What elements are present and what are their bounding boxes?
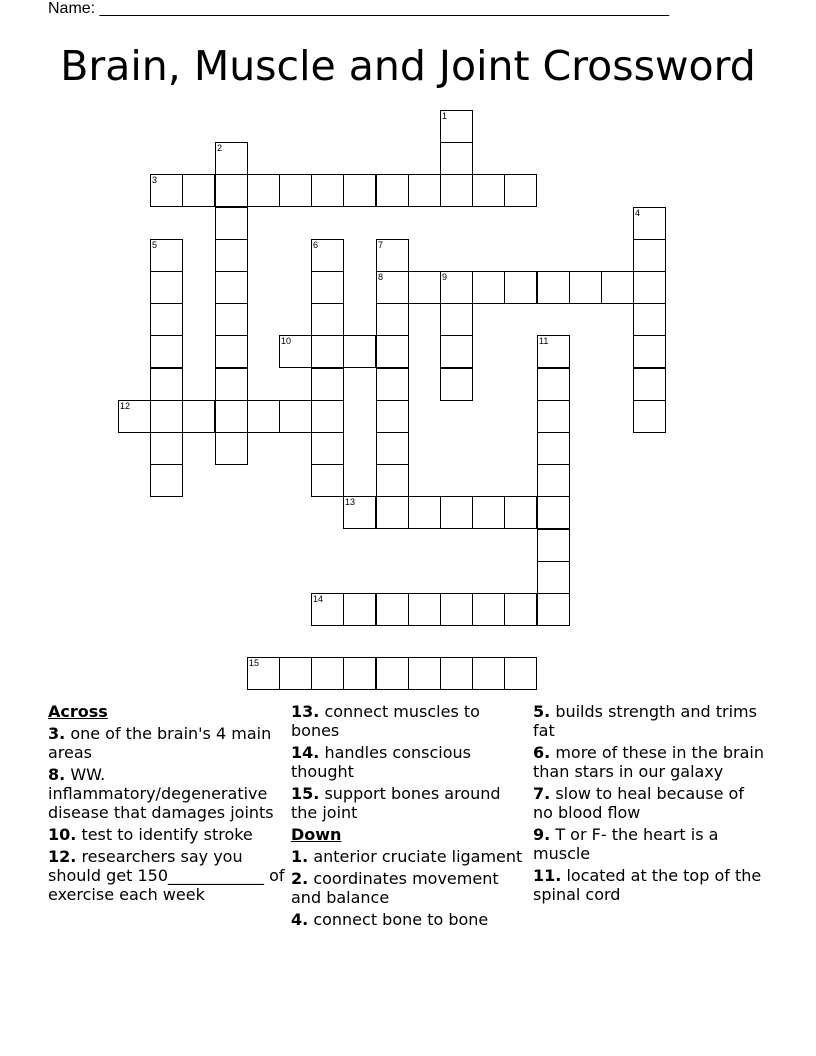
crossword-cell[interactable] [537, 271, 570, 304]
crossword-cell[interactable] [150, 368, 183, 401]
crossword-cell[interactable] [537, 400, 570, 433]
clue-across-12: 12. researchers say you should get 150____________ of exercise each week [48, 847, 285, 904]
crossword-cell[interactable] [440, 368, 473, 401]
crossword-cell[interactable] [150, 174, 183, 207]
crossword-cell[interactable] [215, 368, 248, 401]
clue-across-8: 8. WW. inflammatory/degenerative disease that damages joints [48, 765, 274, 822]
crossword-cell[interactable] [537, 496, 570, 529]
cell-number: 5 [152, 240, 158, 250]
across-heading: Across [48, 702, 108, 721]
crossword-cell[interactable] [440, 496, 473, 529]
cell-number: 15 [249, 658, 260, 668]
crossword-cell[interactable] [376, 496, 409, 529]
clue-across-14: 14. handles conscious thought [291, 743, 471, 781]
page-title: Brain, Muscle and Joint Crossword [60, 42, 756, 90]
crossword-cell[interactable] [537, 464, 570, 497]
crossword-cell[interactable] [601, 271, 634, 304]
cell-number: 6 [313, 240, 319, 250]
crossword-cell[interactable] [118, 400, 151, 433]
crossword-cell[interactable] [537, 529, 570, 562]
crossword-cell[interactable] [311, 303, 344, 336]
crossword-cell[interactable] [633, 335, 666, 368]
down-heading: Down [291, 825, 342, 844]
crossword-cell[interactable] [343, 174, 376, 207]
clue-down-6: 6. more of these in the brain than stars in our galaxy [533, 743, 765, 781]
clue-across-15: 15. support bones around the joint [291, 784, 501, 822]
crossword-cell[interactable] [633, 368, 666, 401]
crossword-cell[interactable] [472, 593, 505, 626]
crossword-cell[interactable] [311, 657, 344, 690]
crossword-cell[interactable] [311, 271, 344, 304]
crossword-cell[interactable] [376, 432, 409, 465]
crossword-cell[interactable] [537, 335, 570, 368]
crossword-cell[interactable] [182, 174, 215, 207]
crossword-cell[interactable] [440, 271, 473, 304]
crossword-cell[interactable] [376, 239, 409, 272]
crossword-cell[interactable] [472, 496, 505, 529]
crossword-cell[interactable] [182, 400, 215, 433]
crossword-cell[interactable] [343, 335, 376, 368]
clue-down-7: 7. slow to heal because of no blood flow [533, 784, 744, 822]
crossword-cell[interactable] [376, 335, 409, 368]
crossword-cell[interactable] [279, 335, 312, 368]
crossword-cell[interactable] [150, 271, 183, 304]
crossword-cell[interactable] [376, 593, 409, 626]
cell-number: 7 [378, 240, 384, 250]
cell-number: 13 [345, 497, 356, 507]
name-field-label: Name: ________________________________________________________________ [48, 0, 670, 17]
crossword-cell[interactable] [311, 335, 344, 368]
crossword-cell[interactable] [472, 271, 505, 304]
clues-column-2 [291, 702, 523, 932]
crossword-cell[interactable] [311, 368, 344, 401]
crossword-cell[interactable] [504, 174, 537, 207]
crossword-cell[interactable] [440, 303, 473, 336]
cell-number: 2 [217, 143, 223, 153]
crossword-cell[interactable] [440, 335, 473, 368]
crossword-cell[interactable] [569, 271, 602, 304]
crossword-cell[interactable] [150, 303, 183, 336]
clue-down-5: 5. builds strength and trims fat [533, 702, 757, 740]
crossword-cell[interactable] [633, 239, 666, 272]
crossword-cell[interactable] [472, 174, 505, 207]
crossword-cell[interactable] [408, 174, 441, 207]
cell-number: 12 [120, 401, 131, 411]
crossword-cell[interactable] [311, 400, 344, 433]
crossword-cell[interactable] [537, 593, 570, 626]
crossword-cell[interactable] [150, 432, 183, 465]
clues-column-1 [48, 702, 288, 907]
crossword-cell[interactable] [440, 110, 473, 143]
crossword-cell[interactable] [537, 432, 570, 465]
crossword-cell[interactable] [504, 593, 537, 626]
clue-down-2: 2. coordinates movement and balance [291, 869, 499, 907]
clue-across-13: 13. connect muscles to bones [291, 702, 480, 740]
cell-number: 11 [539, 336, 549, 346]
crossword-cell[interactable] [440, 593, 473, 626]
crossword-cell[interactable] [150, 239, 183, 272]
clue-across-3: 3. one of the brain's 4 main areas [48, 724, 272, 762]
cell-number: 1 [442, 111, 448, 121]
crossword-cell[interactable] [472, 657, 505, 690]
crossword-cell[interactable] [215, 303, 248, 336]
crossword-cell[interactable] [376, 303, 409, 336]
crossword-cell[interactable] [633, 271, 666, 304]
clue-across-10: 10. test to identify stroke [48, 825, 253, 844]
crossword-cell[interactable] [343, 496, 376, 529]
crossword-cell[interactable] [504, 657, 537, 690]
crossword-cell[interactable] [247, 400, 280, 433]
crossword-cell[interactable] [279, 657, 312, 690]
crossword-cell[interactable] [376, 657, 409, 690]
crossword-cell[interactable] [150, 400, 183, 433]
clue-down-4: 4. connect bone to bone [291, 910, 489, 929]
crossword-cell[interactable] [343, 593, 376, 626]
crossword-cell[interactable] [279, 400, 312, 433]
crossword-cell[interactable] [408, 271, 441, 304]
crossword-cell[interactable] [408, 657, 441, 690]
crossword-cell[interactable] [215, 174, 248, 207]
crossword-cell[interactable] [343, 657, 376, 690]
crossword-cell[interactable] [215, 335, 248, 368]
crossword-cell[interactable] [440, 174, 473, 207]
crossword-cell[interactable] [215, 432, 248, 465]
crossword-cell[interactable] [311, 432, 344, 465]
crossword-cell[interactable] [440, 657, 473, 690]
clues-column-3 [533, 702, 765, 907]
crossword-cell[interactable] [408, 496, 441, 529]
crossword-cell[interactable] [215, 239, 248, 272]
crossword-cell[interactable] [215, 400, 248, 433]
crossword-cell[interactable] [376, 174, 409, 207]
clue-down-9: 9. T or F- the heart is a muscle [533, 825, 719, 863]
cell-number: 9 [442, 272, 448, 282]
crossword-cell[interactable] [311, 239, 344, 272]
crossword-cell[interactable] [376, 464, 409, 497]
crossword-cell[interactable] [633, 400, 666, 433]
crossword-cell[interactable] [537, 368, 570, 401]
cell-number: 10 [281, 336, 292, 346]
crossword-cell[interactable] [150, 464, 183, 497]
crossword-cell[interactable] [311, 174, 344, 207]
cell-number: 3 [152, 175, 158, 185]
crossword-cell[interactable] [376, 400, 409, 433]
cell-number: 14 [313, 594, 324, 604]
crossword-cell[interactable] [215, 207, 248, 240]
crossword-cell[interactable] [504, 496, 537, 529]
crossword-cell[interactable] [311, 593, 344, 626]
crossword-cell[interactable] [504, 271, 537, 304]
crossword-cell[interactable] [247, 657, 280, 690]
crossword-cell[interactable] [279, 174, 312, 207]
crossword-cell[interactable] [633, 207, 666, 240]
crossword-cell[interactable] [150, 335, 183, 368]
crossword-cell[interactable] [537, 561, 570, 594]
clue-down-11: 11. located at the top of the spinal cord [533, 866, 762, 904]
crossword-cell[interactable] [215, 142, 248, 175]
crossword-cell[interactable] [633, 303, 666, 336]
crossword-cell[interactable] [376, 271, 409, 304]
clue-down-1: 1. anterior cruciate ligament [291, 847, 523, 866]
cell-number: 8 [378, 272, 384, 282]
crossword-cell[interactable] [215, 271, 248, 304]
crossword-cell[interactable] [311, 464, 344, 497]
crossword-cell[interactable] [376, 368, 409, 401]
cell-number: 4 [635, 208, 641, 218]
crossword-cell[interactable] [247, 174, 280, 207]
crossword-cell[interactable] [440, 142, 473, 175]
crossword-cell[interactable] [408, 593, 441, 626]
